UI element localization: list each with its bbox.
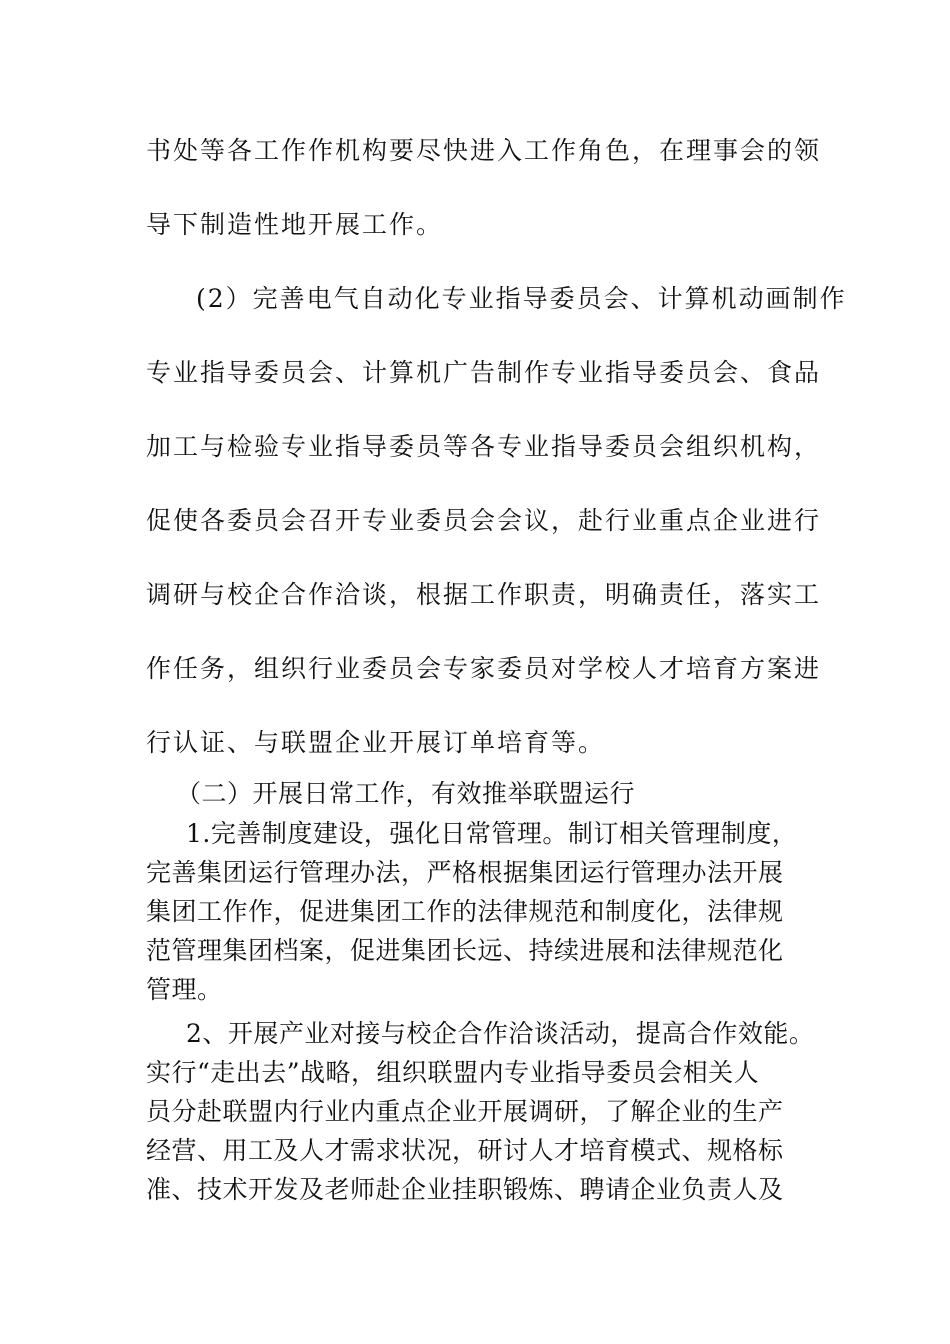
paragraph-line: 2、开展产业对接与校企合作洽谈活动，提高合作效能。 [186, 1019, 815, 1048]
paragraph-line: 作任务，组织行业委员会专家委员对学校人才培育方案进 [146, 654, 822, 683]
paragraph-line: 准、技术开发及老师赴企业挂职锻炼、聘请企业负责人及 [146, 1175, 784, 1204]
paragraph-line: 导下制造性地开展工作。 [146, 210, 444, 239]
paragraph-line: 加工与检验专业指导委员等各专业指导委员会组织机构， [146, 432, 822, 461]
paragraph-line: 行认证、与联盟企业开展订单培育等。 [146, 728, 606, 757]
paragraph-line: 完善集团运行管理办法，严格根据集团运行管理办法开展 [146, 858, 784, 887]
paragraph-line: 调研与校企合作洽谈，根据工作职责，明确责任，落实工 [146, 580, 822, 609]
paragraph-line: 促使各委员会召开专业委员会会议，赴行业重点企业进行 [146, 506, 822, 535]
paragraph-line: 员分赴联盟内行业内重点企业开展调研，了解企业的生产 [146, 1097, 784, 1126]
paragraph-line: 经营、用工及人才需求状况，研讨人才培育模式、规格标 [146, 1136, 784, 1165]
paragraph-line: 书处等各工作作机构要尽快进入工作角色，在理事会的领 [146, 136, 822, 165]
paragraph-line: (2）完善电气自动化专业指导委员会、计算机动画制作 [196, 284, 847, 313]
paragraph-line: 1.完善制度建设，强化日常管理。制订相关管理制度， [186, 819, 798, 848]
section-heading: （二）开展日常工作，有效推举联盟运行 [176, 779, 636, 808]
paragraph-line: 实行“走出去”战略，组织联盟内专业指导委员会相关人 [146, 1058, 760, 1087]
paragraph-line: 集团工作作，促进集团工作的法律规范和制度化，法律规 [146, 897, 784, 926]
paragraph-line: 范管理集团档案，促进集团长远、持续进展和法律规范化 [146, 936, 784, 965]
paragraph-line: 管理。 [146, 975, 223, 1004]
paragraph-line: 专业指导委员会、计算机广告制作专业指导委员会、食品 [146, 358, 822, 387]
